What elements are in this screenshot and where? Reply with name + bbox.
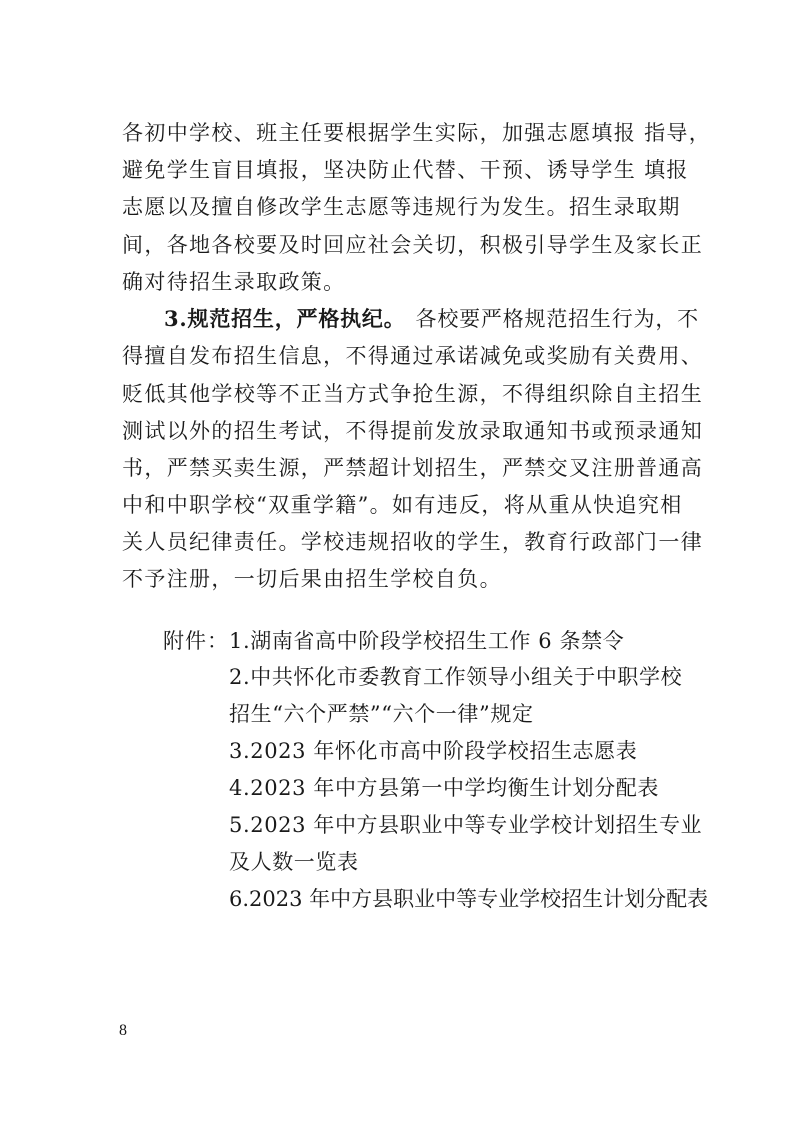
paragraph-2-line-2: 得擅自发布招生信息，不得通过承诺减免或奖励有关费用、	[122, 344, 704, 368]
paragraph-2-line-6: 中和中职学校“双重学籍”。如有违反，将从重从快追究相	[122, 493, 683, 517]
paragraph-2-first-line	[164, 306, 699, 332]
attachment-item-6: 6.2023 年中方县职业中等专业学校招生计划分配表	[229, 887, 709, 911]
attachment-item-1: 1.湖南省高中阶段学校招生工作 6 条禁令	[229, 629, 625, 653]
paragraph-2-line-4: 测试以外的招生考试，不得提前发放录取通知书或预录通知	[122, 419, 704, 443]
paragraph-2-line-8: 不予注册，一切后果由招生学校自负。	[122, 567, 502, 591]
paragraph-2-heading: 3.规范招生，严格执纪。	[164, 306, 406, 331]
page-number: 8	[119, 1022, 127, 1039]
paragraph-1-line-4: 间，各地各校要及时回应社会关切，积极引导学生及家长正	[122, 233, 704, 257]
attachment-item-3: 3.2023 年怀化市高中阶段学校招生志愿表	[229, 739, 638, 763]
paragraph-1-line-2: 避免学生盲目填报，坚决防止代替、干预、诱导学生 填报	[122, 158, 689, 182]
paragraph-2-line-5: 书，严禁买卖生源，严禁超计划招生，严禁交叉注册普通高	[122, 456, 704, 480]
attachments-label: 附件：	[163, 629, 229, 653]
attachment-item-5: 5.2023 年中方县职业中等专业学校计划招生专业	[229, 813, 703, 837]
attachment-item-4: 4.2023 年中方县第一中学均衡生计划分配表	[229, 776, 659, 800]
attachment-item-2-cont: 招生“六个严禁”“六个一律”规定	[229, 702, 534, 726]
paragraph-1-line-3: 志愿以及擅自修改学生志愿等违规行为发生。招生录取期	[122, 195, 681, 219]
attachment-item-2: 2.中共怀化市委教育工作领导小组关于中职学校	[229, 665, 683, 689]
paragraph-2-first-line-text: 各校要严格规范招生行为，不	[415, 307, 699, 331]
paragraph-2-line-3: 贬低其他学校等不正当方式争抢生源，不得组织除自主招生	[122, 382, 704, 406]
paragraph-1-line-5: 确对待招生录取政策。	[122, 270, 346, 294]
paragraph-2-line-7: 关人员纪律责任。学校违规招收的学生，教育行政部门一律	[122, 530, 704, 554]
attachment-item-5-cont: 及人数一览表	[229, 850, 359, 874]
paragraph-1-line-1: 各初中学校、班主任要根据学生实际，加强志愿填报 指导，	[122, 121, 712, 145]
